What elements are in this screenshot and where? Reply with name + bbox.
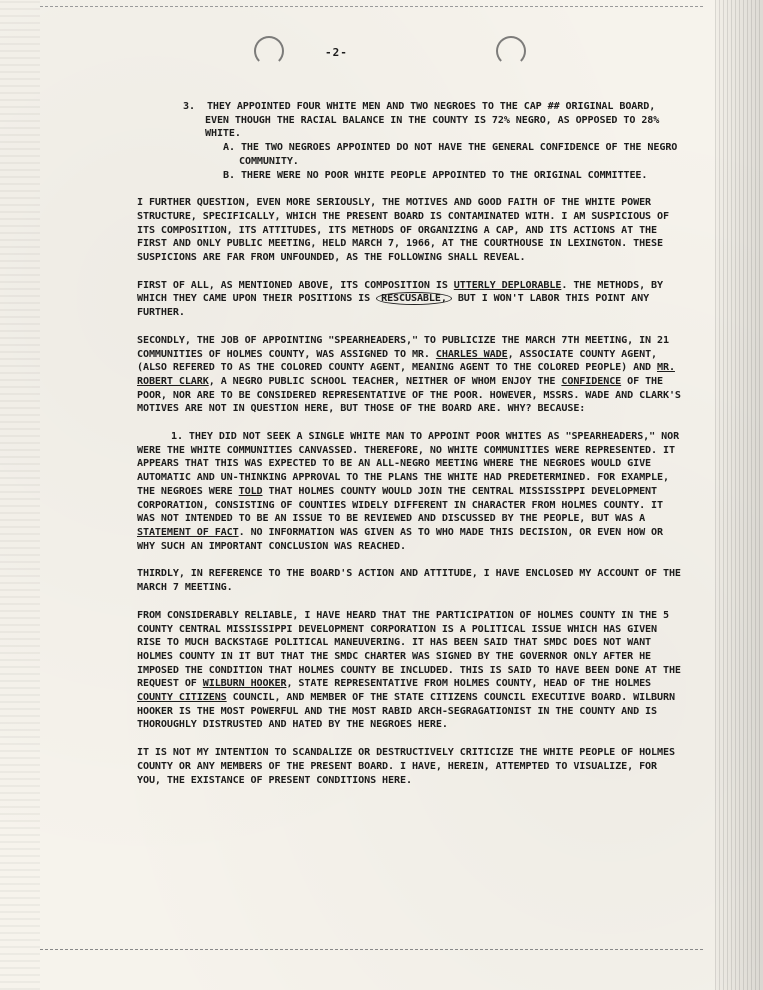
underlined-confidence: CONFIDENCE [561, 375, 622, 387]
item-3-sub-b: B. THERE WERE NO POOR WHITE PEOPLE APPOINTED TO THE ORIGINAL COMMITTEE. [223, 169, 648, 181]
paragraph-third: THIRDLY, IN REFERENCE TO THE BOARD'S ACTION AND ATTITUDE, I HAVE ENCLOSED MY ACCOUNT OF THE MARCH 7 MEETING. [137, 568, 681, 594]
scan-margin-left [0, 0, 40, 990]
binder-ring-right [496, 36, 526, 66]
numbered-point-1: 1. THEY DID NOT SEEK A SINGLE WHITE MAN TO APPOINT POOR WHITES AS "SPEARHEADERS," NOR WERE THE WHITE COMMUNITIES CANVASSED. THEREFORE, NO WHITE COMMUNITIES WERE REPRESENTED. IT APPEARS THAT THIS WAS EXPECTED TO BE AN ALL-NEGRO MEETING WHERE THE NEGROES WOULD GIVE AUTOMATIC AND UN-THINKING APPROVAL TO THE PLANS THE WHITE HAD PREDETERMINED. FOR EXAMPLE, THE NEGROES WERE TOLD THAT HOLMES COUNTY WOULD JOIN THE CENTRAL MISSISSIPPI DEVELOPMENT CORPORATION, CONSISTING OF COUNTIES WIDELY DIFFERENT IN CHARACTER FROM HOLMES COUNTY. IT WAS NOT INTENDED TO BE AN ISSUE TO BE REVIEWED AND DISCUSSED BY THE PEOPLE, BUT WAS A STATEMENT OF FACT. NO INFORMATION WAS GIVEN AS TO WHO MADE THIS DECISION, OR EVEN HOW OR WHY SUCH AN IMPORTANT CONCLUSION WAS REACHED. [137, 431, 680, 552]
paragraph-last: IT IS NOT MY INTENTION TO SCANDALIZE OR DESTRUCTIVELY CRITICIZE THE WHITE PEOPLE OF HOLMES COUNTY OR ANY MEMBERS OF THE PRESENT BOARD. I HAVE, HEREIN, ATTEMPTED TO VISUALIZE, FOR YOU, THE EXISTANCE OF PRESENT CONDITIONS HERE. [137, 747, 675, 786]
top-perforation [40, 6, 703, 7]
name-wilburn-hooker: WILBURN HOOKER [202, 678, 287, 690]
letter-body [137, 100, 682, 801]
item-3-sub-a: A. THE TWO NEGROES APPOINTED DO NOT HAVE THE GENERAL CONFIDENCE OF THE NEGRO COMMUNITY. [223, 142, 678, 167]
name-charles-wade: CHARLES WADE [435, 348, 508, 360]
underlined-statement: STATEMENT OF FACT [137, 526, 239, 538]
underlined-text: UTTERLY DEPLORABLE [453, 279, 562, 291]
item-3 [137, 100, 682, 182]
paragraph-question: I FURTHER QUESTION, EVEN MORE SERIOUSLY, THE MOTIVES AND GOOD FAITH OF THE WHITE POWER STRUCTURE, SPECIFICALLY, WHICH THE PRESENT BOARD IS CONTAMINATED WITH. I AM SUSPICIOUS OF ITS COMPOSITION, ITS ATTITUDES, ITS METHODS OF ORGANIZING A CAP, AND ITS ACTIONS AT THE FIRST AND ONLY PUBLIC MEETING, HELD MARCH 7, 1966, AT THE COURTHOUSE IN LEXINGTON. THESE SUSPICIONS ARE FAR FROM UNFOUNDED, AS THE FOLLOWING SHALL REVEAL. [137, 197, 669, 264]
name-robert-clark: MR. ROBERT CLARK [137, 362, 675, 387]
circled-word: RESCUSABLE, [376, 292, 452, 305]
paragraph-second: SECONDLY, THE JOB OF APPOINTING "SPEARHEADERS," TO PUBLICIZE THE MARCH 7TH MEETING, IN 21 COMMUNITIES OF HOLMES COUNTY, WAS ASSIGNED TO MR. CHARLES WADE, ASSOCIATE COUNTY AGENT, (ALSO REFERED TO AS THE COLORED COUNTY AGENT, MEANING AGENT TO THE COLORED PEOPLE) AND MR. ROBERT CLARK, A NEGRO PUBLIC SCHOOL TEACHER, NEITHER OF WHOM ENJOY THE CONFIDENCE OF THE POOR, NOR ARE TO BE CONSIDERED REPRESENTATIVE OF THE POOR. HOWEVER, MSSRS. WADE AND CLARK'S MOTIVES ARE NOT IN QUESTION HERE, BUT THOSE OF THE BOARD ARE. WHY? BECAUSE: [137, 334, 681, 415]
underlined-council: COUNTY CITIZENS [137, 692, 227, 704]
page-number: -2- [325, 46, 348, 59]
underlined-told: TOLD [238, 485, 263, 497]
paragraph-first: FIRST OF ALL, AS MENTIONED ABOVE, ITS COMPOSITION IS UTTERLY DEPLORABLE. THE METHODS, BY WHICH THEY CAME UPON THEIR POSITIONS IS RESCUSABLE, BUT I WON'T LABOR THIS POINT ANY FURTHER. [137, 279, 663, 319]
item-3-text: THEY APPOINTED FOUR WHITE MEN AND TWO NEGROES TO THE CAP ## ORIGINAL BOARD, EVEN THOUGH THE RACIAL BALANCE IN THE COUNTY IS 72% NEGRO, AS OPPOSED TO 28% WHITE. [205, 101, 660, 140]
bottom-perforation [40, 949, 703, 950]
item-3-number: 3. [183, 101, 195, 112]
scan-margin-right [715, 0, 763, 990]
paragraph-from: FROM CONSIDERABLY RELIABLE, I HAVE HEARD THAT THE PARTICIPATION OF HOLMES COUNTY IN THE 5 COUNTY CENTRAL MISSISSIPPI DEVELOPMENT CORPORATION IS A POLITICAL ISSUE WHICH HAS GIVEN RISE TO MUCH BACKSTAGE POLITICAL MANEUVERING. IT HAS BEEN SAID THAT SMDC DOES NOT WANT HOLMES COUNTY IN IT BUT THAT THE SMDC CHARTER WAS SIGNED BY THE GOVERNOR ONLY AFTER HE IMPOSED THE CONDITION THAT HOLMES COUNTY BE INCLUDED. THIS IS SAID TO HAVE BEEN DONE AT THE REQUEST OF WILBURN HOOKER, STATE REPRESENTATIVE FROM HOLMES COUNTY, HEAD OF THE HOLMES COUNTY CITIZENS COUNCIL, AND MEMBER OF THE STATE CITIZENS COUNCIL EXECUTIVE BOARD. WILBURN HOOKER IS THE MOST POWERFUL AND THE MOST RABID ARCH-SEGRAGATIONIST IN THE COUNTY AND IS THOROUGHLY DISTRUSTED AND HATED BY THE NEGROES HERE. [137, 609, 681, 731]
binder-ring-left [254, 36, 284, 66]
